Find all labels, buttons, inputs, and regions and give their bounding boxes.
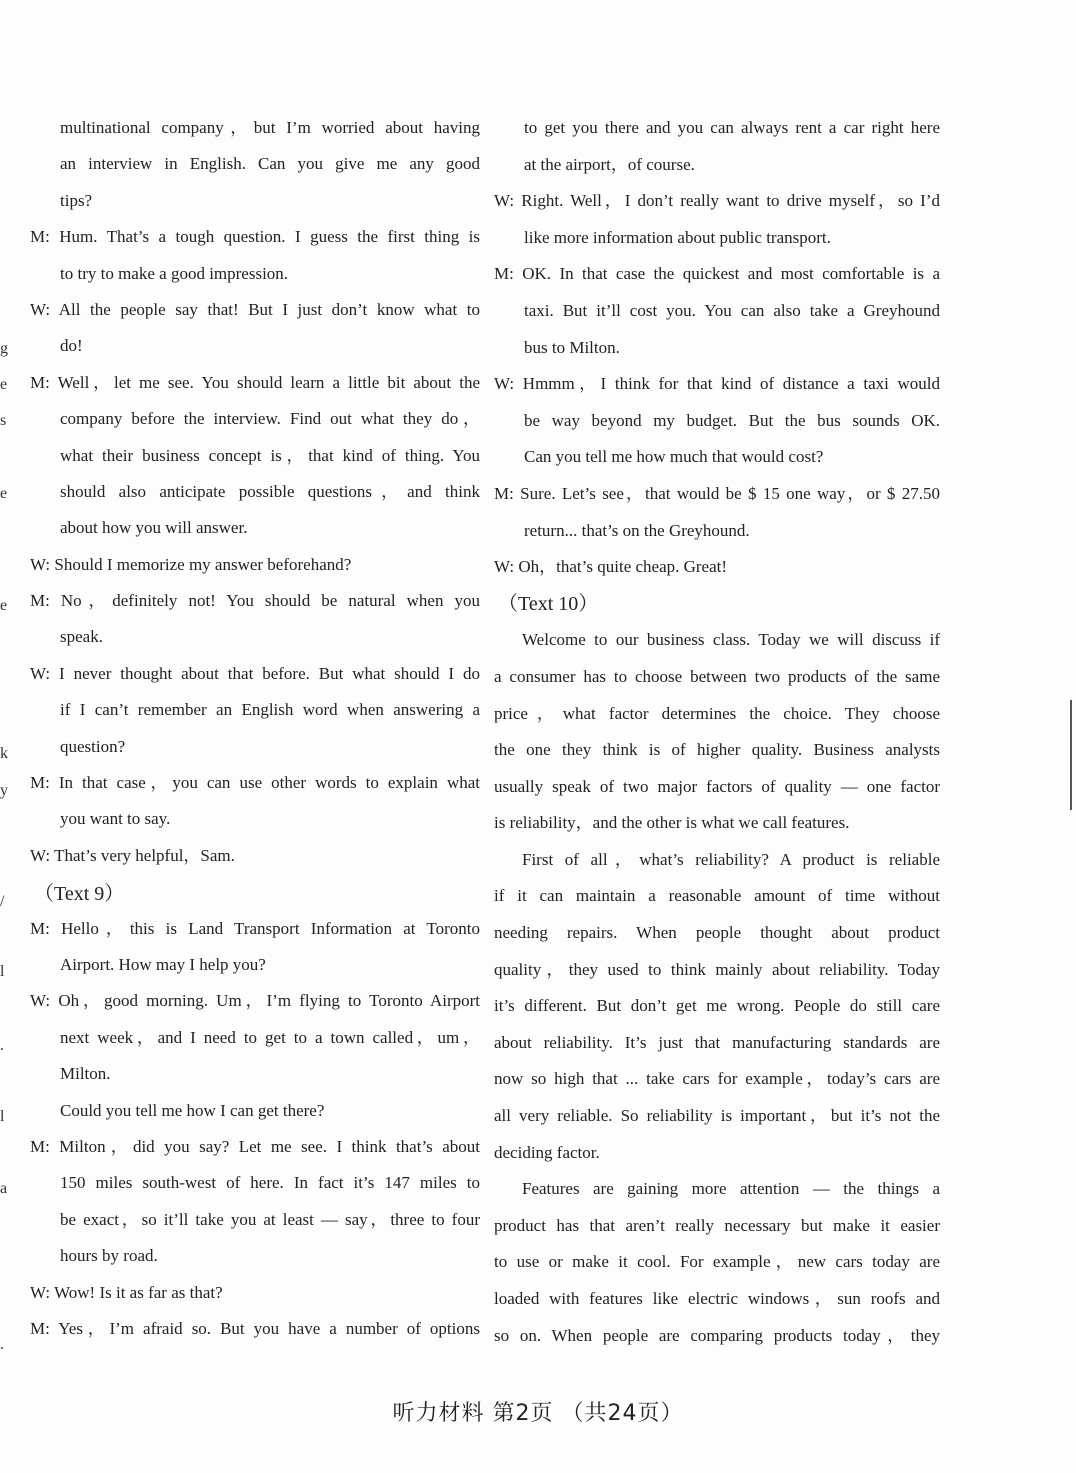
- text-line: M: Well，let me see. You should learn a little bit about the: [30, 372, 480, 392]
- margin-fragment: y: [0, 782, 8, 799]
- text-line: W: Should I memorize my answer beforehand?: [30, 554, 352, 574]
- text-line: M: In that case，you can use other words to explain what: [30, 773, 480, 793]
- text-line: W: Hmmm，I think for that kind of distance a taxi would: [494, 374, 940, 394]
- text-line: product has that aren’t really necessary but make it easier: [494, 1215, 940, 1235]
- text-line: is reliability，and the other is what we call features.: [494, 813, 850, 833]
- text-line: Welcome to our business class. Today we will discuss if: [522, 630, 940, 650]
- text-line: should also anticipate possible questions，and think: [60, 481, 480, 501]
- text-line: be exact，so it’ll take you at least — say，three to four: [60, 1209, 480, 1229]
- text-line: Could you tell me how I can get there?: [60, 1100, 325, 1120]
- text-line: Airport. How may I help you?: [60, 954, 266, 974]
- text-line: to get you there and you can always rent a car right here: [524, 118, 940, 137]
- text-line: at the airport，of course.: [524, 154, 695, 174]
- left-column: [30, 110, 480, 1347]
- margin-fragment: s: [0, 412, 7, 429]
- margin-fragment: e: [0, 485, 8, 502]
- text-line: you want to say.: [60, 809, 171, 829]
- text-line: all very reliable. So reliability is important，but it’s not the: [494, 1106, 940, 1126]
- text-line: speak.: [60, 627, 103, 647]
- margin-fragment: l: [0, 963, 5, 980]
- text-line: quality，they used to think mainly about reliability. Today: [494, 959, 940, 979]
- margin-fragment: a: [0, 1180, 8, 1197]
- text-line: First of all，what’s reliability? A product is reliable: [522, 849, 940, 869]
- margin-fragment: k: [0, 745, 8, 762]
- text-line: M: Hum. That’s a tough question. I guess the first thing is: [30, 227, 480, 247]
- text-line: price，what factor determines the choice. They choose: [494, 703, 940, 723]
- text-line: loaded with features like electric windows，sun roofs and: [494, 1289, 940, 1308]
- text-line: M: OK. In that case the quickest and most comfortable is a: [494, 264, 940, 284]
- margin-fragment: l: [0, 1108, 5, 1125]
- text-line: multinational company，but I’m worried about having: [60, 118, 480, 137]
- margin-fragment: e: [0, 597, 8, 614]
- text-line: taxi. But it’ll cost you. You can also take a Greyhound: [524, 300, 940, 320]
- text-line: M: Milton，did you say? Let me see. I think that’s about: [30, 1136, 480, 1156]
- margin-fragment: e: [0, 376, 8, 393]
- text-line: M: Hello，this is Land Transport Information at Toronto: [30, 918, 480, 938]
- text-line: W: All the people say that! But I just don’t know what to: [30, 299, 480, 319]
- text-line: bus to Milton.: [524, 337, 620, 357]
- text-line: usually speak of two major factors of quality — one factor: [494, 776, 940, 796]
- text-line: W: That’s very helpful，Sam.: [30, 845, 235, 865]
- section-heading: （Text 10）: [498, 592, 599, 615]
- text-line: if it can maintain a reasonable amount of time without: [494, 886, 940, 906]
- text-line: W: Oh，that’s quite cheap. Great!: [494, 557, 728, 577]
- margin-fragment: g: [0, 340, 8, 357]
- text-line: an interview in English. Can you give me any good: [60, 154, 480, 174]
- text-line: tips?: [60, 190, 93, 210]
- text-line: about how you will answer.: [60, 518, 248, 538]
- text-line: if I can’t remember an English word when answering a: [60, 700, 480, 720]
- text-line: next week，and I need to get to a town called，um，: [60, 1027, 480, 1047]
- text-line: so on. When people are comparing products today，they: [494, 1325, 940, 1345]
- text-line: M: No，definitely not! You should be natural when you: [30, 591, 480, 611]
- text-line: to try to make a good impression.: [60, 263, 289, 283]
- page-footer: 听力材料 第2页 （共24页）: [392, 1401, 684, 1426]
- text-line: what their business concept is，that kind of thing. You: [60, 445, 480, 465]
- text-line: Can you tell me how much that would cost?: [524, 447, 824, 467]
- text-line: to use or make it cool. For example，new cars today are: [494, 1252, 940, 1272]
- text-line: 150 miles south-west of here. In fact it’s 147 miles to: [60, 1173, 480, 1193]
- margin-fragment: /: [0, 893, 5, 910]
- right-edge-mark: [1070, 700, 1072, 810]
- text-line: return... that’s on the Greyhound.: [524, 520, 750, 540]
- text-line: M: Sure. Let’s see，that would be $ 15 one way，or $ 27.50: [494, 483, 940, 503]
- text-line: question?: [60, 736, 126, 756]
- text-line: deciding factor.: [494, 1142, 600, 1162]
- text-line: Features are gaining more attention — the things a: [522, 1179, 940, 1199]
- text-line: now so high that ... take cars for example，today’s cars are: [494, 1069, 940, 1089]
- text-line: a consumer has to choose between two products of the same: [494, 666, 940, 686]
- text-line: be way beyond my budget. But the bus sounds OK.: [524, 410, 940, 430]
- text-line: needing repairs. When people thought about product: [494, 923, 940, 943]
- text-line: like more information about public transport.: [524, 227, 831, 247]
- text-line: the one they think is of higher quality. Business analysts: [494, 740, 940, 760]
- margin-fragment: .: [0, 1037, 4, 1054]
- text-line: W: Oh，good morning. Um，I’m flying to Toronto Airport: [30, 991, 480, 1011]
- section-heading: （Text 9）: [34, 883, 125, 906]
- text-line: hours by road.: [60, 1246, 158, 1266]
- text-line: W: I never thought about that before. But what should I do: [30, 663, 480, 683]
- text-line: company before the interview. Find out what they do，: [60, 409, 480, 429]
- text-line: M: Yes，I’m afraid so. But you have a number of options: [30, 1318, 480, 1338]
- text-line: Milton.: [60, 1064, 111, 1084]
- text-line: do!: [60, 336, 83, 356]
- margin-fragment: .: [0, 1336, 4, 1353]
- right-column: [494, 110, 940, 1354]
- text-line: W: Right. Well，I don’t really want to drive myself，so I’d: [494, 191, 940, 211]
- text-line: W: Wow! Is it as far as that?: [30, 1282, 223, 1302]
- text-line: it’s different. But don’t get me wrong. People do still care: [494, 996, 940, 1016]
- text-line: about reliability. It’s just that manufacturing standards are: [494, 1032, 940, 1052]
